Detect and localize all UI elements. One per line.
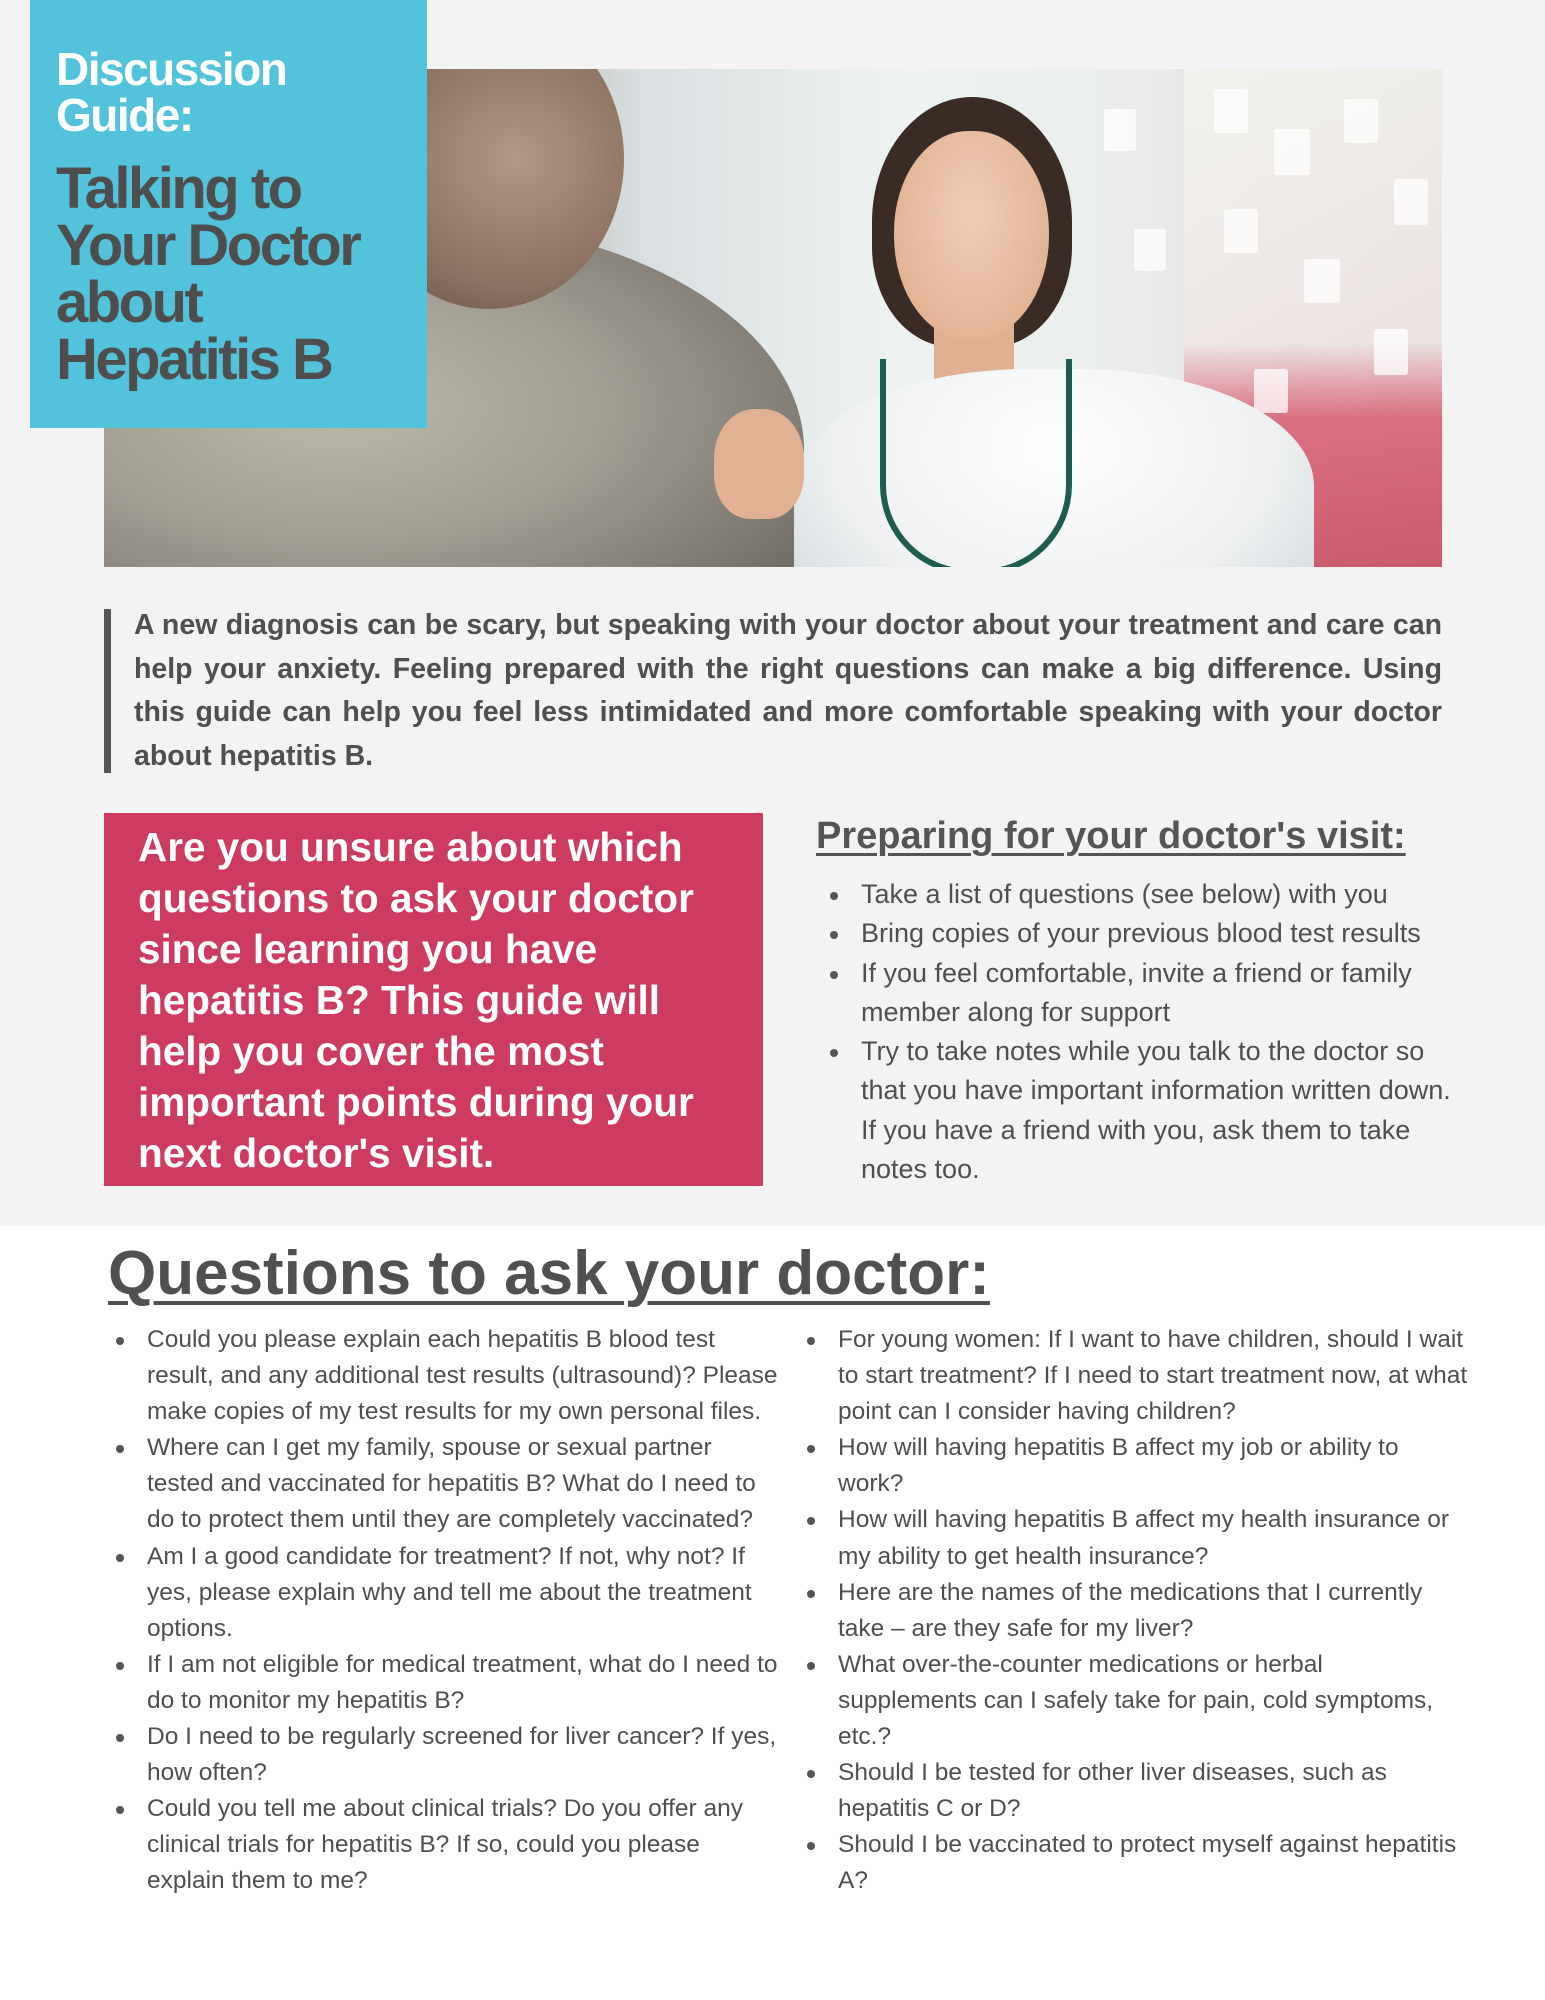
list-item: Could you tell me about clinical trials? Do you offer any clinical trials for hepatitis B? If so, could you please explain them to me?: [102, 1791, 780, 1899]
list-item: If I am not eligible for medical treatment, what do I need to do to monitor my hepatitis B?: [102, 1647, 780, 1719]
callout-box: [104, 813, 763, 1186]
hero-window-pane: [1134, 229, 1166, 271]
list-item: What over-the-counter medications or herbal supplements can I safely take for pain, cold symptoms, etc.?: [793, 1647, 1468, 1755]
questions-heading: Questions to ask your doctor:: [108, 1239, 990, 1308]
list-item: Do I need to be regularly screened for liver cancer? If yes, how often?: [102, 1719, 780, 1791]
hero-window-pane: [1224, 209, 1258, 253]
list-item: Take a list of questions (see below) with you: [816, 875, 1456, 914]
list-item: Try to take notes while you talk to the doctor so that you have important information written down. If you have a friend with you, ask them to take notes too.: [816, 1032, 1456, 1189]
list-item: Should I be tested for other liver diseases, such as hepatitis C or D?: [793, 1755, 1468, 1827]
title-line-1: Discussion Guide:: [56, 43, 287, 141]
list-item: Could you please explain each hepatitis B blood test result, and any additional test results (ultrasound)? Please make copies of my test results for my own personal files.: [102, 1322, 780, 1430]
callout-text: Are you unsure about which questions to ask your doctor since learning you have hepatitis B? This guide will help you cover the most important points during your next doctor's visit.: [138, 824, 694, 1176]
list-item: Am I a good candidate for treatment? If not, why not? If yes, please explain why and tell me about the treatment options.: [102, 1539, 780, 1647]
list-item: Should I be vaccinated to protect myself against hepatitis A?: [793, 1827, 1468, 1899]
hero-stethoscope: [880, 359, 1072, 567]
hero-doctor-face: [894, 131, 1049, 341]
preparing-list: [816, 875, 1456, 1189]
intro-accent-bar: [104, 609, 111, 773]
list-item: If you feel comfortable, invite a friend or family member along for support: [816, 954, 1456, 1033]
hero-window-pane: [1394, 179, 1428, 225]
title-box: [30, 0, 427, 428]
questions-list-left: [102, 1322, 780, 1900]
hero-window-pane: [1374, 329, 1408, 375]
questions-list-right: [793, 1322, 1468, 1900]
hero-doctor-hand: [714, 409, 804, 519]
list-item: Here are the names of the medications that I currently take – are they safe for my liver?: [793, 1575, 1468, 1647]
intro-paragraph: A new diagnosis can be scary, but speaking with your doctor about your treatment and care can help your anxiety. Feeling prepared with the right questions can make a big difference. Using this guide can help you feel less intimidated and more comfortable speaking with your doctor about hepatitis B.: [134, 609, 1442, 772]
list-item: Where can I get my family, spouse or sexual partner tested and vaccinated for hepatitis B? What do I need to do to protect them until they are completely vaccinated?: [102, 1430, 780, 1538]
hero-window-pane: [1304, 259, 1340, 303]
title-line-2: Talking to Your Doctor about Hepatitis B: [56, 156, 360, 392]
hero-window-pane: [1344, 99, 1378, 143]
list-item: How will having hepatitis B affect my health insurance or my ability to get health insurance?: [793, 1502, 1468, 1574]
preparing-heading: Preparing for your doctor's visit:: [816, 815, 1406, 857]
hero-window-pane: [1254, 369, 1288, 413]
hero-window-pane: [1274, 129, 1310, 175]
list-item: For young women: If I want to have children, should I wait to start treatment? If I need to start treatment now, at what point can I consider having children?: [793, 1322, 1468, 1430]
hero-window-pane: [1104, 109, 1136, 151]
hero-window-pane: [1214, 89, 1248, 133]
list-item: How will having hepatitis B affect my job or ability to work?: [793, 1430, 1468, 1502]
list-item: Bring copies of your previous blood test results: [816, 914, 1456, 953]
